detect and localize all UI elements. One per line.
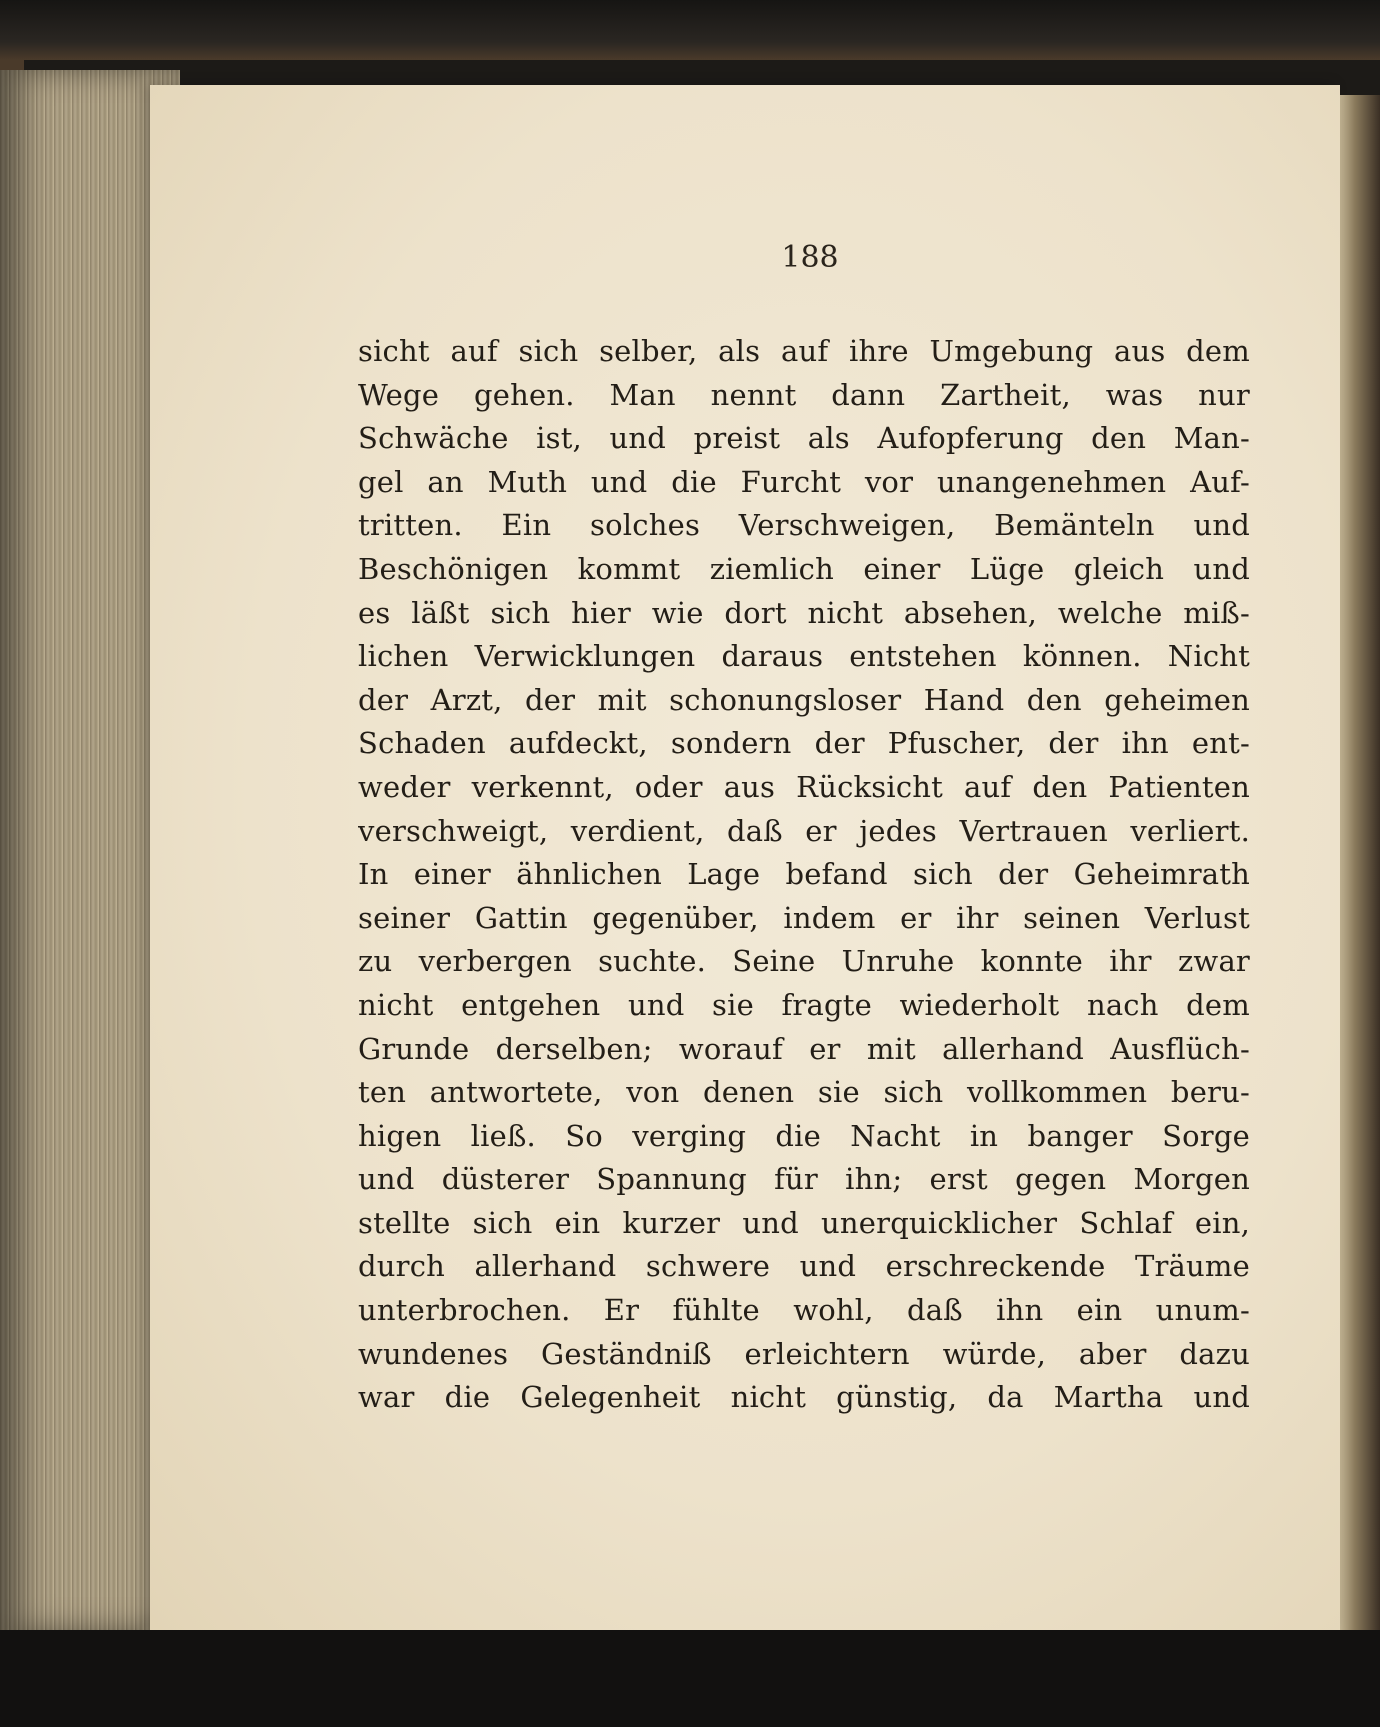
text-line: zu verbergen suchte. Seine Unruhe konnte ihr zwar [358, 944, 1250, 979]
text-line: Wege gehen. Man nennt dann Zartheit, was nur [358, 377, 1250, 412]
text-line: higen ließ. So verging die Nacht in banger Sorge [358, 1118, 1250, 1153]
text-line: Beschönigen kommt ziemlich einer Lüge gleich und [358, 551, 1250, 586]
text-line: gel an Muth und die Furcht vor unangenehmen Auf- [358, 464, 1250, 499]
text-line: verschweigt, verdient, daß er jedes Vertrauen verliert. [358, 813, 1250, 848]
text-line: weder verkennt, oder aus Rücksicht auf den Patienten [358, 769, 1250, 804]
text-line: lichen Verwicklungen daraus entstehen können. Nicht [358, 639, 1250, 674]
text-line: war die Gelegenheit nicht günstig, da Martha und [358, 1380, 1250, 1415]
text-line: seiner Gattin gegenüber, indem er ihr seinen Verlust [358, 900, 1250, 935]
text-line: durch allerhand schwere und erschreckende Träume [358, 1249, 1250, 1284]
right-cover-edge [1338, 95, 1380, 1635]
text-line: wundenes Geständniß erleichtern würde, aber dazu [358, 1336, 1250, 1371]
text-line: nicht entgehen und sie fragte wiederholt nach dem [358, 987, 1250, 1022]
text-line: sicht auf sich selber, als auf ihre Umgebung aus dem [358, 334, 1250, 368]
text-line: ten antwortete, von denen sie sich vollkommen beru- [358, 1075, 1250, 1110]
text-line: stellte sich ein kurzer und unerquicklicher Schlaf ein, [358, 1205, 1250, 1240]
page-number: 188 [781, 240, 839, 275]
text-line: Schaden aufdeckt, sondern der Pfuscher, der ihn ent- [358, 726, 1250, 761]
text-line: unterbrochen. Er fühlte wohl, daß ihn ein unum- [358, 1293, 1250, 1328]
text-line: tritten. Ein solches Verschweigen, Bemänteln und [358, 508, 1250, 543]
text-line: Grunde derselben; worauf er mit allerhand Ausflüch- [358, 1031, 1250, 1066]
text-line: In einer ähnlichen Lage befand sich der Geheimrath [358, 857, 1250, 892]
body-text [358, 330, 1250, 1420]
text-line: Schwäche ist, und preist als Aufopferung den Man- [358, 421, 1250, 456]
book-cover-top [0, 0, 1380, 60]
text-line: und düsterer Spannung für ihn; erst gegen Morgen [358, 1162, 1250, 1197]
text-line: es läßt sich hier wie dort nicht absehen, welche miß- [358, 595, 1250, 630]
book-cover-bottom [0, 1630, 1380, 1727]
text-line: der Arzt, der mit schonungsloser Hand den geheimen [358, 682, 1250, 717]
